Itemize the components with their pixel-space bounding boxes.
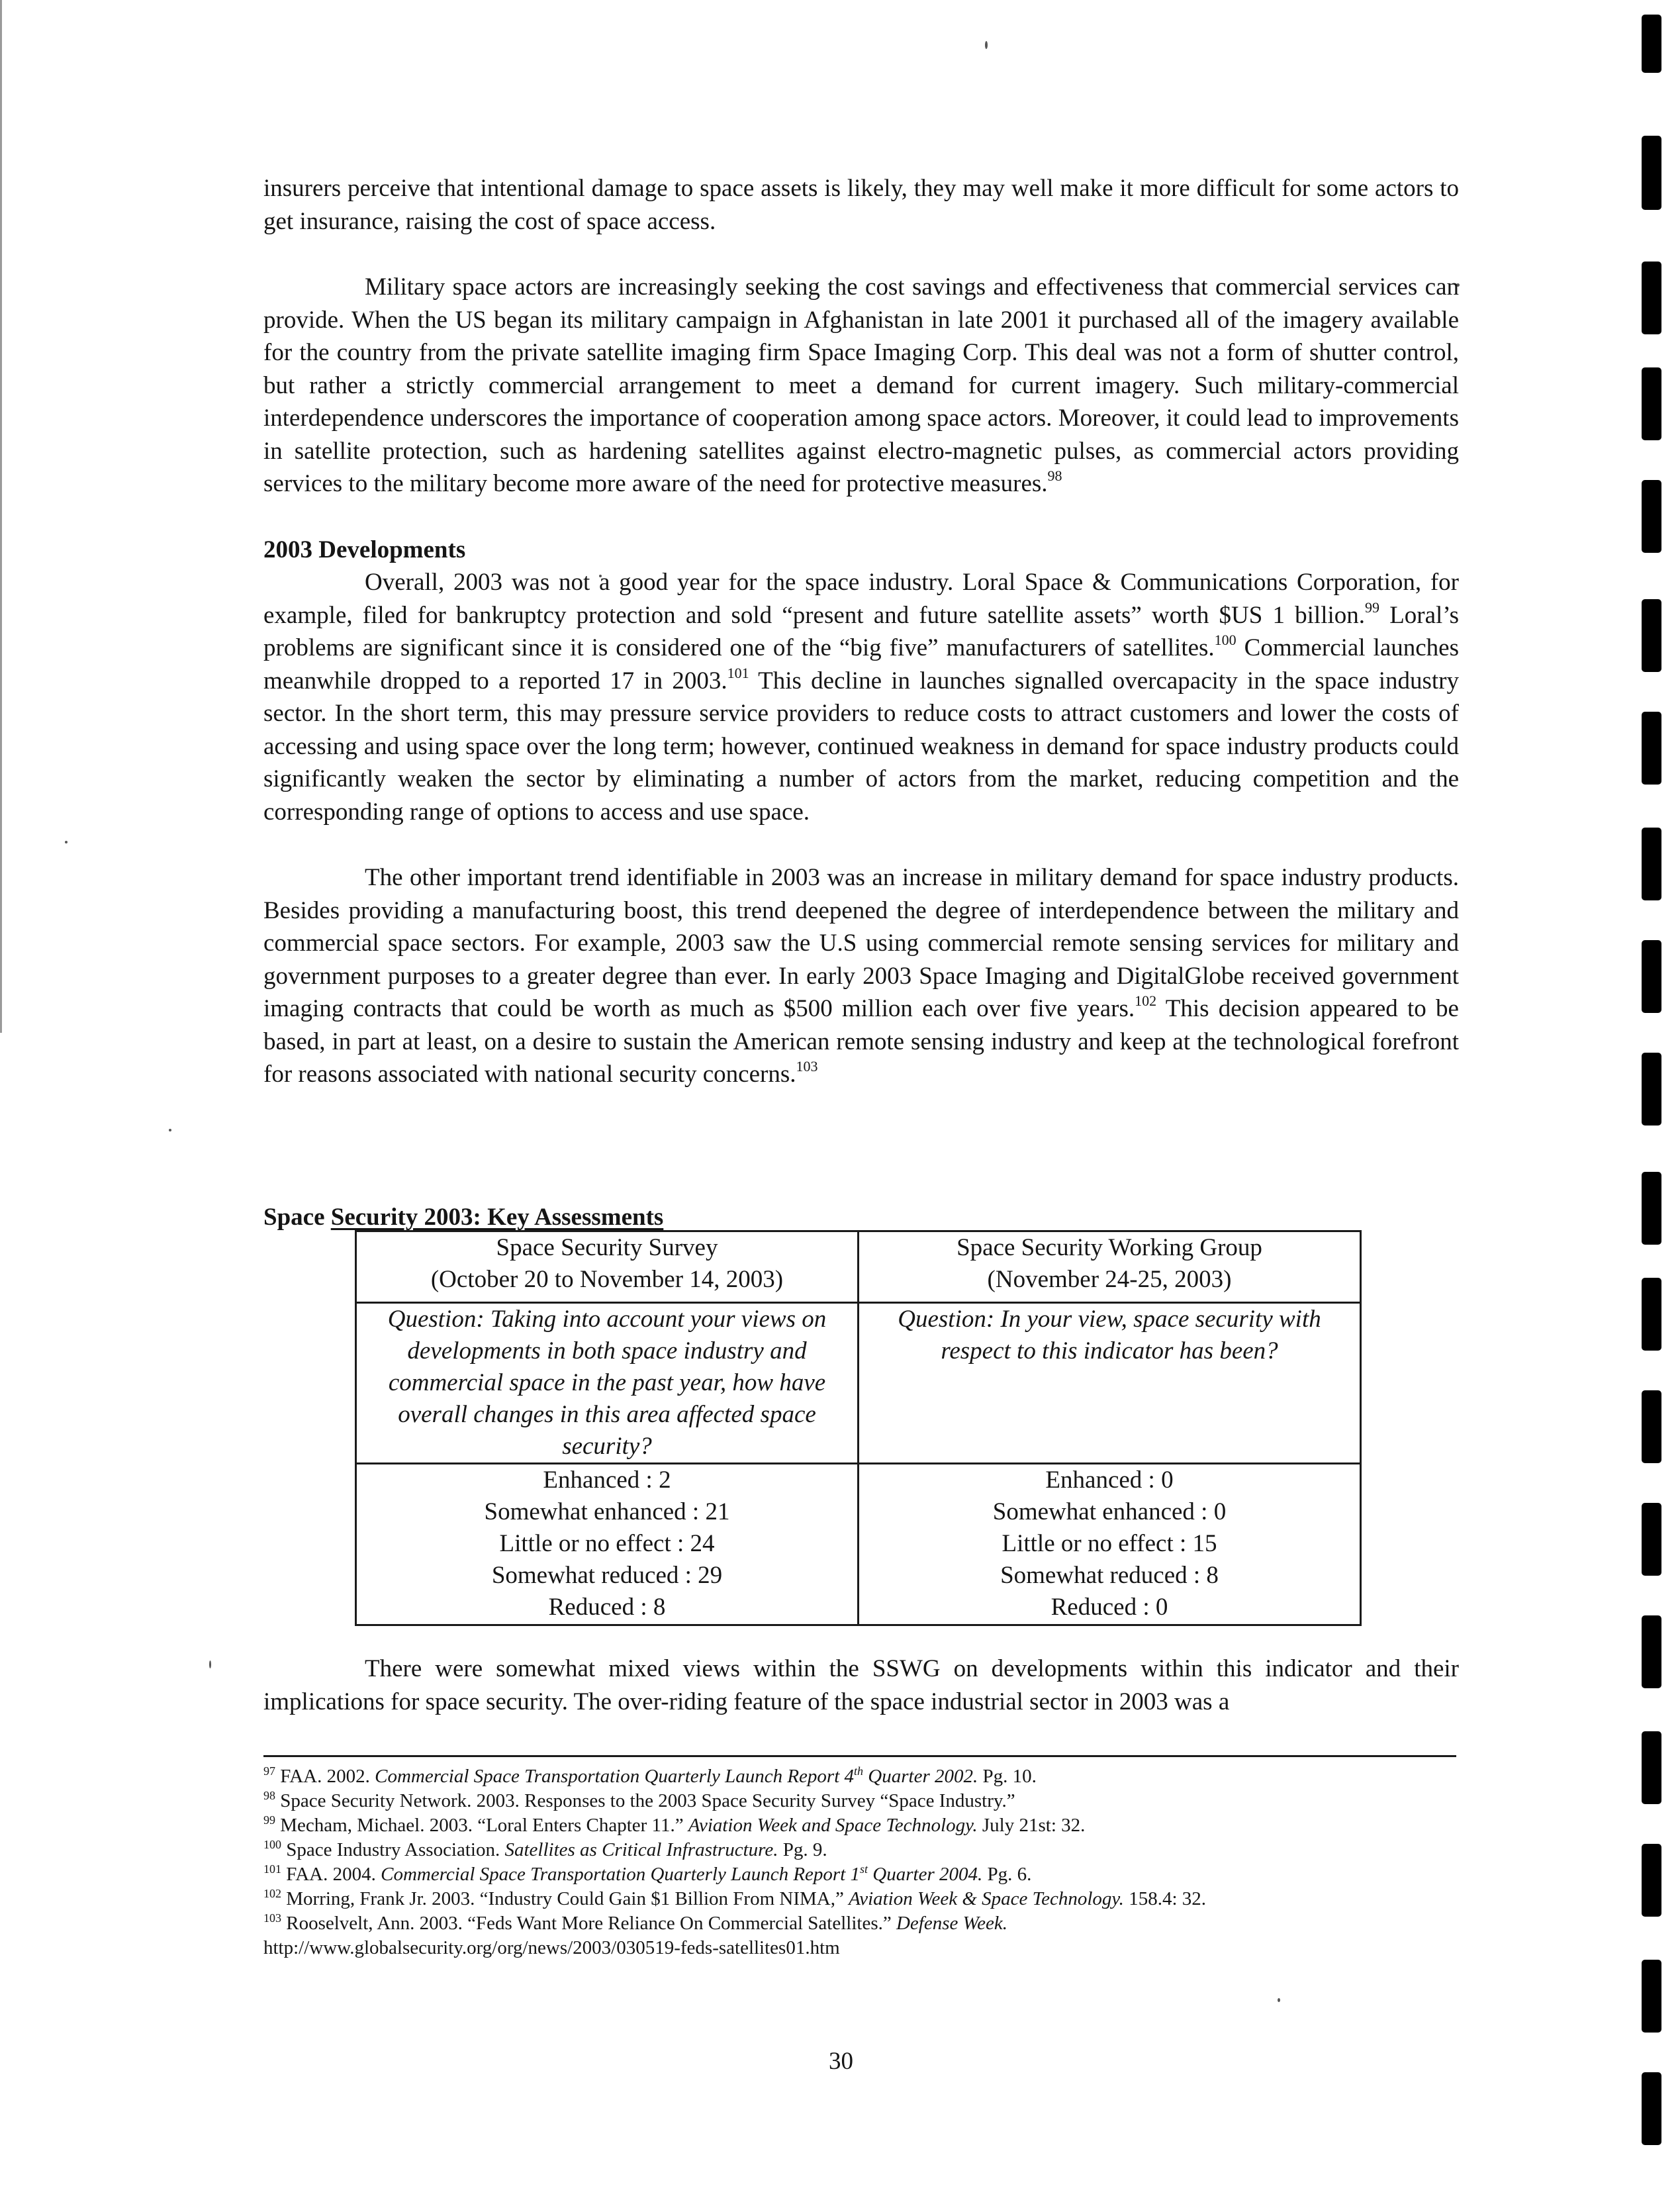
survey-results [356,1464,859,1625]
page-number: 30 [829,2048,853,2075]
binding-mark [1642,1731,1661,1804]
survey-question: Question: Taking into account your views on developments in both space industry and commercial space in the past year, how have overall changes in this area affected space security? [356,1303,859,1464]
footnote-text: Space Industry Association. [286,1839,505,1860]
paragraph-4-text-a: The other important trend identifiable in 2003 was an increase in military demand for space industry products. Besides providing a manufacturing boost, this trend deepened the degree of interdependence between the military and commercial space sectors. For example, 2003 saw the U.S using commercial remote sensing services for military and government purposes to a greater degree than ever. In early 2003 Space Imaging and DigitalGlobe received government imaging contracts that could be worth as much as $500 million each over five years. [263,864,1459,1022]
footnote-ref-98: 98 [1047,467,1062,484]
paragraph-3 [263,566,1459,828]
footnote-title-sup: st [860,1862,868,1876]
paragraph-4-text-b: This decision appeared to be based, in part at least, on a desire to sustain the American remote sensing industry and keep at the technological forefront for reasons associated with national security concerns. [263,995,1459,1088]
section-heading: 2003 Developments [263,536,466,563]
footnote-101 [263,1862,1462,1887]
footnote-text: Morring, Frank Jr. 2003. “Industry Could Gain $1 Billion From NIMA,” [286,1888,849,1909]
footnote-title: Aviation Week & Space Technology. [849,1888,1124,1909]
footnote-number: 98 [263,1789,275,1802]
working-group-header-cell [859,1231,1361,1303]
footnote-ref-102: 102 [1135,992,1157,1009]
footnote-tail: Pg. 10. [978,1766,1037,1787]
body-text [263,172,1459,1091]
table-title [263,1203,663,1232]
footnotes [263,1764,1462,1960]
footnote-98 [263,1789,1462,1813]
footnote-ref-101: 101 [727,664,749,681]
binding-mark [1642,262,1661,334]
paragraph-5: There were somewhat mixed views within the SSWG on developments within this indicator and their implications for space security. The over-riding feature of the space industrial sector in 2003 was a [263,1655,1459,1715]
binding-mark [1642,2072,1661,2145]
binding-mark [1642,15,1661,73]
footnote-number: 99 [263,1813,275,1827]
footnote-102 [263,1887,1462,1911]
binding-mark [1642,136,1661,210]
footnote-tail: July 21st: 32. [977,1815,1086,1836]
footnote-title: Commercial Space Transportation Quarterly Launch Report 4 [375,1766,855,1787]
table-header-row [356,1231,1361,1303]
footnote-separator [263,1755,1456,1757]
working-group-results [859,1464,1361,1625]
survey-result-no-effect: Little or no effect : 24 [499,1530,715,1557]
binding-mark [1642,828,1661,900]
paragraph-2 [263,271,1459,501]
footnote-text: Space Security Network. 2003. Responses to the 2003 Space Security Survey “Space Industry.” [280,1790,1015,1811]
footnote-97 [263,1764,1462,1789]
footnote-title-cont: Quarter 2004. [868,1864,983,1885]
footnote-103 [263,1911,1462,1936]
survey-result-somewhat-reduced: Somewhat reduced : 29 [491,1562,723,1589]
footnote-number: 100 [263,1838,281,1851]
footnote-title-sup: th [854,1764,864,1778]
binding-mark [1642,1278,1661,1351]
survey-header-cell [356,1231,859,1303]
survey-result-enhanced: Enhanced : 2 [543,1466,671,1494]
scan-left-edge [0,0,2,1033]
closing-text [263,1653,1459,1718]
footnote-number: 97 [263,1764,275,1778]
footnote-number: 101 [263,1862,281,1876]
binding-mark [1642,1053,1661,1126]
key-assessments-table [355,1230,1362,1626]
table-results-row [356,1464,1361,1625]
footnote-tail: 158.4: 32. [1123,1888,1206,1909]
table-title-part-a: Space [263,1204,331,1231]
paragraph-1: insurers perceive that intentional damage to space assets is likely, they may well make it more difficult for some actors to get insurance, raising the cost of space access. [263,175,1459,235]
wg-result-enhanced: Enhanced : 0 [1045,1466,1174,1494]
working-group-question: Question: In your view, space security with respect to this indicator has been? [859,1303,1361,1464]
footnote-title-cont: Quarter 2002. [863,1766,978,1787]
wg-result-reduced: Reduced : 0 [1050,1594,1168,1621]
footnote-99 [263,1813,1462,1838]
footnote-title: Defense Week. [896,1913,1007,1934]
survey-title: Space Security Survey [496,1234,718,1261]
table-title-part-b: Security 2003: Key Assessments [330,1204,664,1231]
footnote-text: FAA. 2002. [280,1766,375,1787]
footnote-100 [263,1838,1462,1862]
binding-marks [1627,0,1680,2204]
footnote-tail: Pg. 6. [982,1864,1032,1885]
binding-mark [1642,599,1661,672]
footnote-url: http://www.globalsecurity.org/org/news/2003/030519-feds-satellites01.htm [263,1937,840,1958]
footnote-text: Rooselvelt, Ann. 2003. “Feds Want More Reliance On Commercial Satellites.” [286,1913,896,1934]
binding-mark [1642,1960,1661,2033]
paragraph-4 [263,861,1459,1091]
paragraph-3-text-a: Overall, 2003 was not a good year for the space industry. Loral Space & Communications Corporation, for example, filed for bankruptcy protection and sold “present and future satellite assets” worth $US 1 billion. [263,569,1459,629]
binding-mark [1642,1615,1661,1688]
binding-mark [1642,1503,1661,1576]
footnote-text: FAA. 2004. [286,1864,381,1885]
footnote-title: Commercial Space Transportation Quarterly Launch Report 1 [381,1864,861,1885]
binding-mark [1642,367,1661,440]
paragraph-3-text-b: Loral’s problems are significant since it is considered one of the “big five” manufacturers of satellites. [263,601,1459,661]
survey-result-reduced: Reduced : 8 [548,1594,666,1621]
footnote-text: Mecham, Michael. 2003. “Loral Enters Chapter 11.” [280,1815,688,1836]
footnote-tail: Pg. 9. [778,1839,827,1860]
footnote-number: 103 [263,1911,281,1925]
wg-result-somewhat-reduced: Somewhat reduced : 8 [1000,1562,1219,1589]
binding-mark [1642,1844,1661,1917]
table-question-row [356,1303,1361,1464]
footnote-ref-103: 103 [796,1058,818,1075]
binding-mark [1642,712,1661,785]
binding-mark [1642,480,1661,553]
paragraph-2-text: Military space actors are increasingly seeking the cost savings and effectiveness that commercial services can provide. When the US began its military campaign in Afghanistan in late 2001 it purchased all of the imagery available for the country from the private satellite imaging firm Space Imaging Corp. This deal was not a form of shutter control, but rather a strictly commercial arrangement to meet a demand for current imagery. Such military-commercial interdependence underscores the importance of cooperation among space actors. Moreover, it could lead to improvements in satellite protection, such as hardening satellites against electro-magnetic pulses, as commercial actors providing services to the military become more aware of the need for protective measures. [263,273,1459,497]
working-group-dates: (November 24-25, 2003) [987,1266,1232,1293]
binding-mark [1642,1390,1661,1463]
footnote-title: Satellites as Critical Infrastructure. [504,1839,778,1860]
survey-dates: (October 20 to November 14, 2003) [430,1266,784,1293]
working-group-title: Space Security Working Group [957,1234,1262,1261]
footnote-title: Aviation Week and Space Technology. [688,1815,978,1836]
footnote-ref-99: 99 [1365,599,1380,616]
wg-result-somewhat-enhanced: Somewhat enhanced : 0 [992,1498,1227,1525]
footnote-number: 102 [263,1887,281,1900]
paragraph-3-text-d: This decline in launches signalled overcapacity in the space industry sector. In the short term, this may pressure service providers to reduce costs to attract customers and lower the costs of accessing and using space over the long term; however, continued weakness in demand for space industry products could significantly weaken the sector by eliminating a number of actors from the market, reducing competition and the corresponding range of options to access and use space. [263,667,1459,826]
survey-result-somewhat-enhanced: Somewhat enhanced : 21 [484,1498,730,1525]
binding-mark [1642,1172,1661,1245]
binding-mark [1642,940,1661,1013]
wg-result-no-effect: Little or no effect : 15 [1002,1530,1217,1557]
paragraph-3-text-c: Commercial launches meanwhile dropped to a reported 17 in 2003. [263,634,1459,695]
footnote-ref-100: 100 [1214,632,1237,648]
